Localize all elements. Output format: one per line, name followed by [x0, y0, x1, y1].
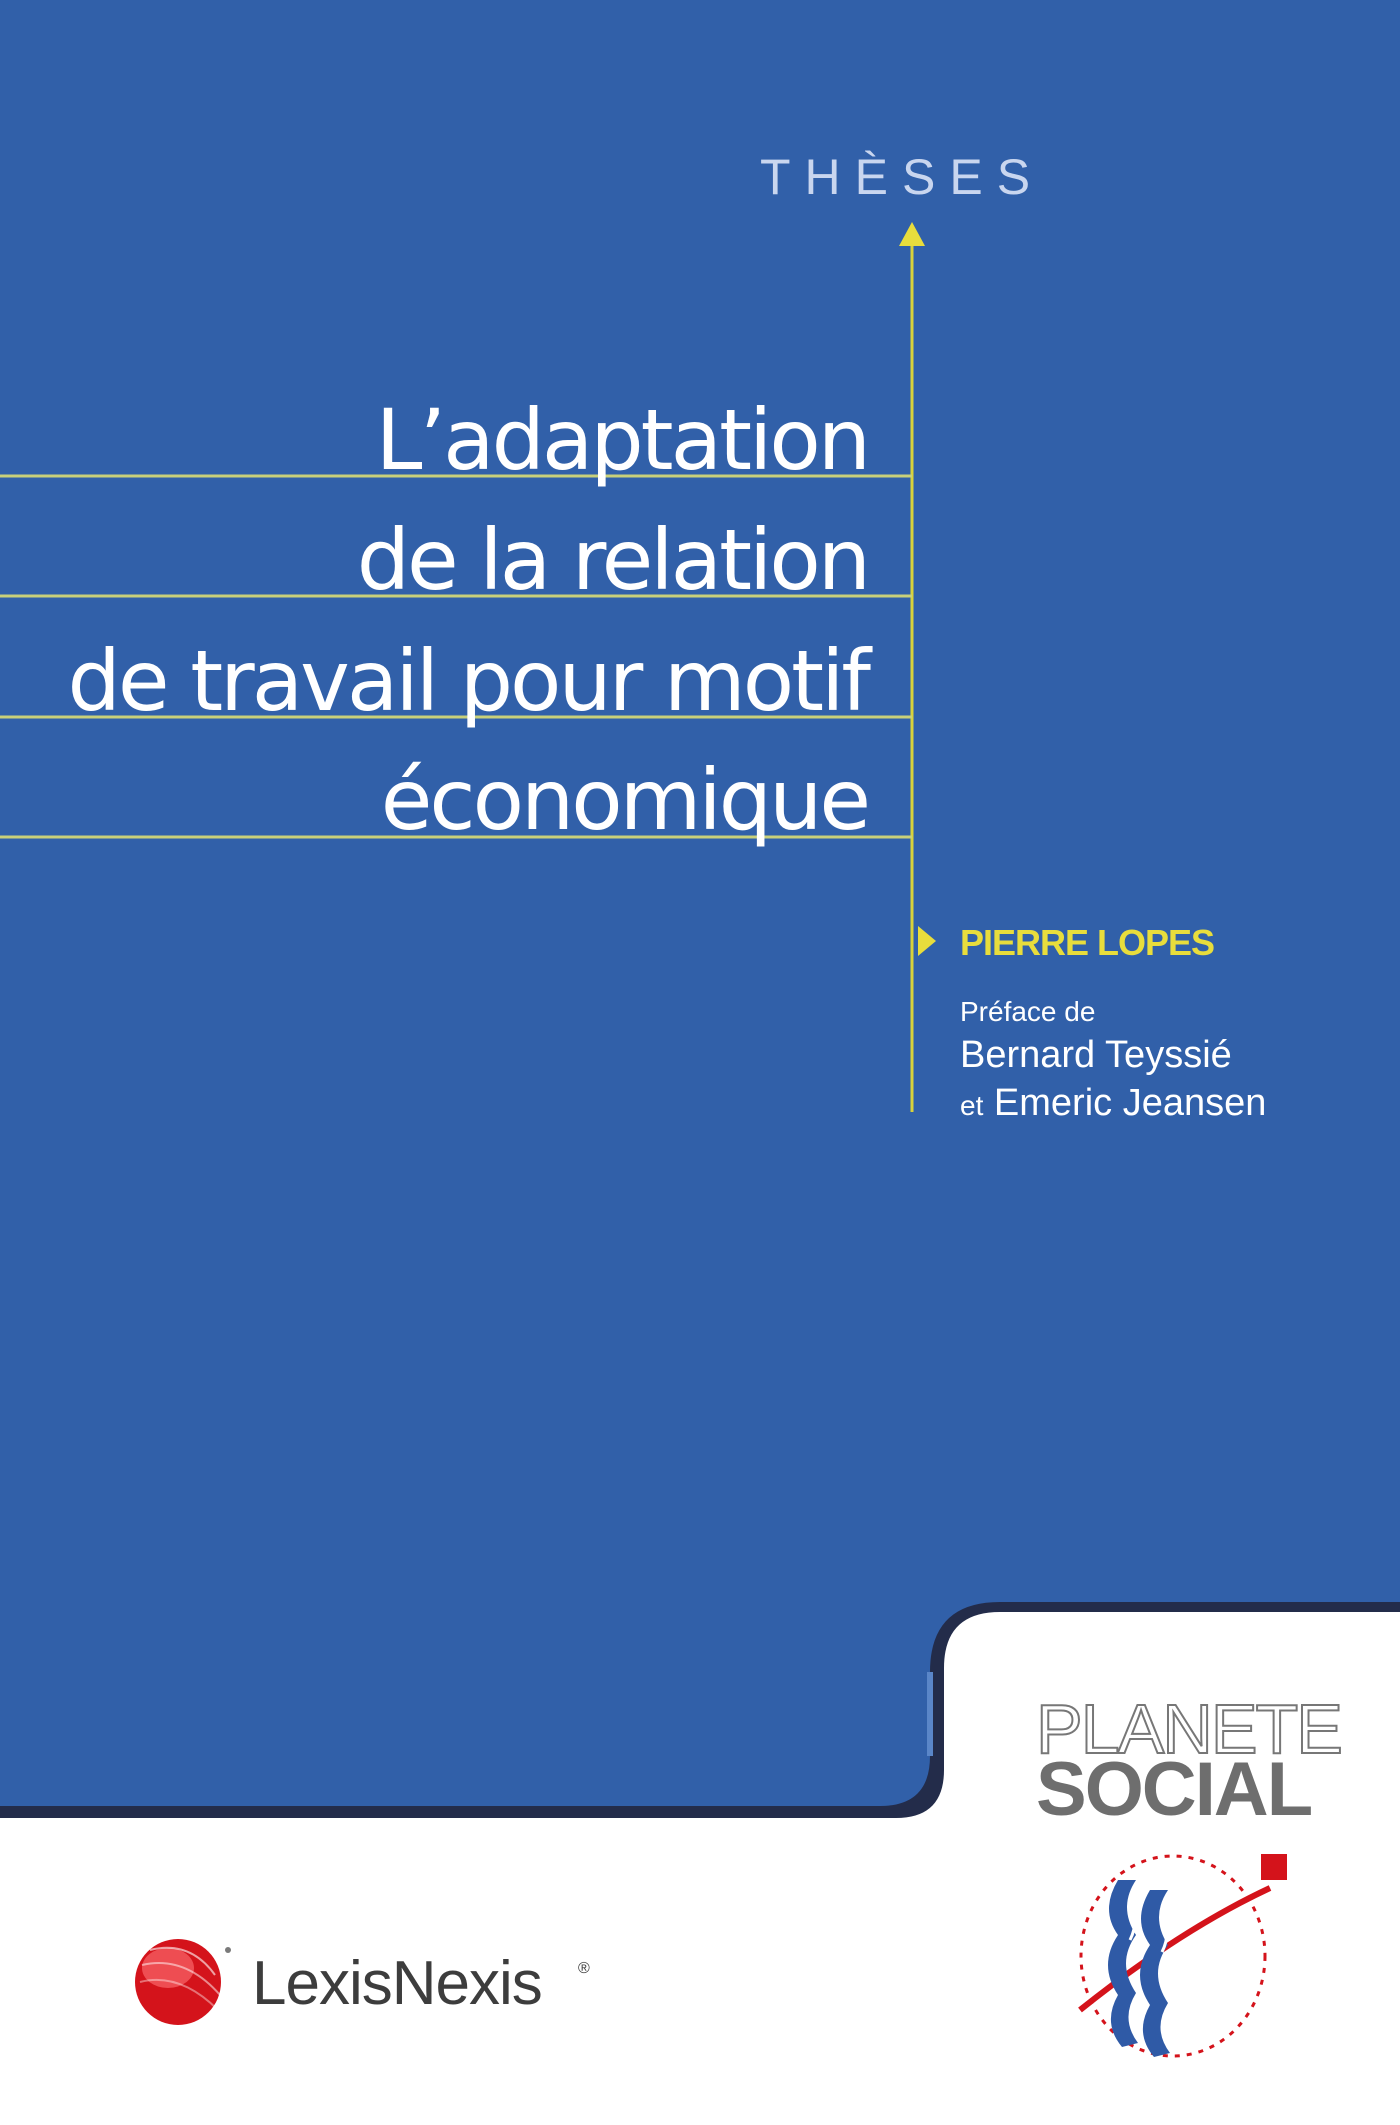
title-line-1: L’adaptation: [375, 391, 868, 489]
preface-name-1: Bernard Teyssié: [960, 1034, 1232, 1076]
series-label: THÈSES: [760, 149, 1045, 205]
publisher-registered-mark: ®: [578, 1960, 590, 1977]
preface-name-2: Emeric Jeansen: [993, 1082, 1267, 1124]
title-line-3: de travail pour motif: [67, 632, 868, 730]
collection-line-1: PLANETE: [1036, 1690, 1341, 1768]
lexisnexis-globe-icon: [135, 1939, 231, 2025]
preface-label: Préface de: [960, 996, 1096, 1027]
author-name: PIERRE LOPES: [960, 922, 1215, 963]
planete-social-emblem-icon: [1080, 1854, 1287, 2057]
publisher-name: LexisNexis: [252, 1949, 542, 2018]
preface-connector: et: [960, 1090, 984, 1121]
title-line-4: économique: [380, 751, 868, 849]
collection-line-2: SOCIAL: [1036, 1747, 1312, 1832]
preface-name-2-line: [960, 1082, 1266, 1125]
title-line-2: de la relation: [356, 511, 868, 609]
